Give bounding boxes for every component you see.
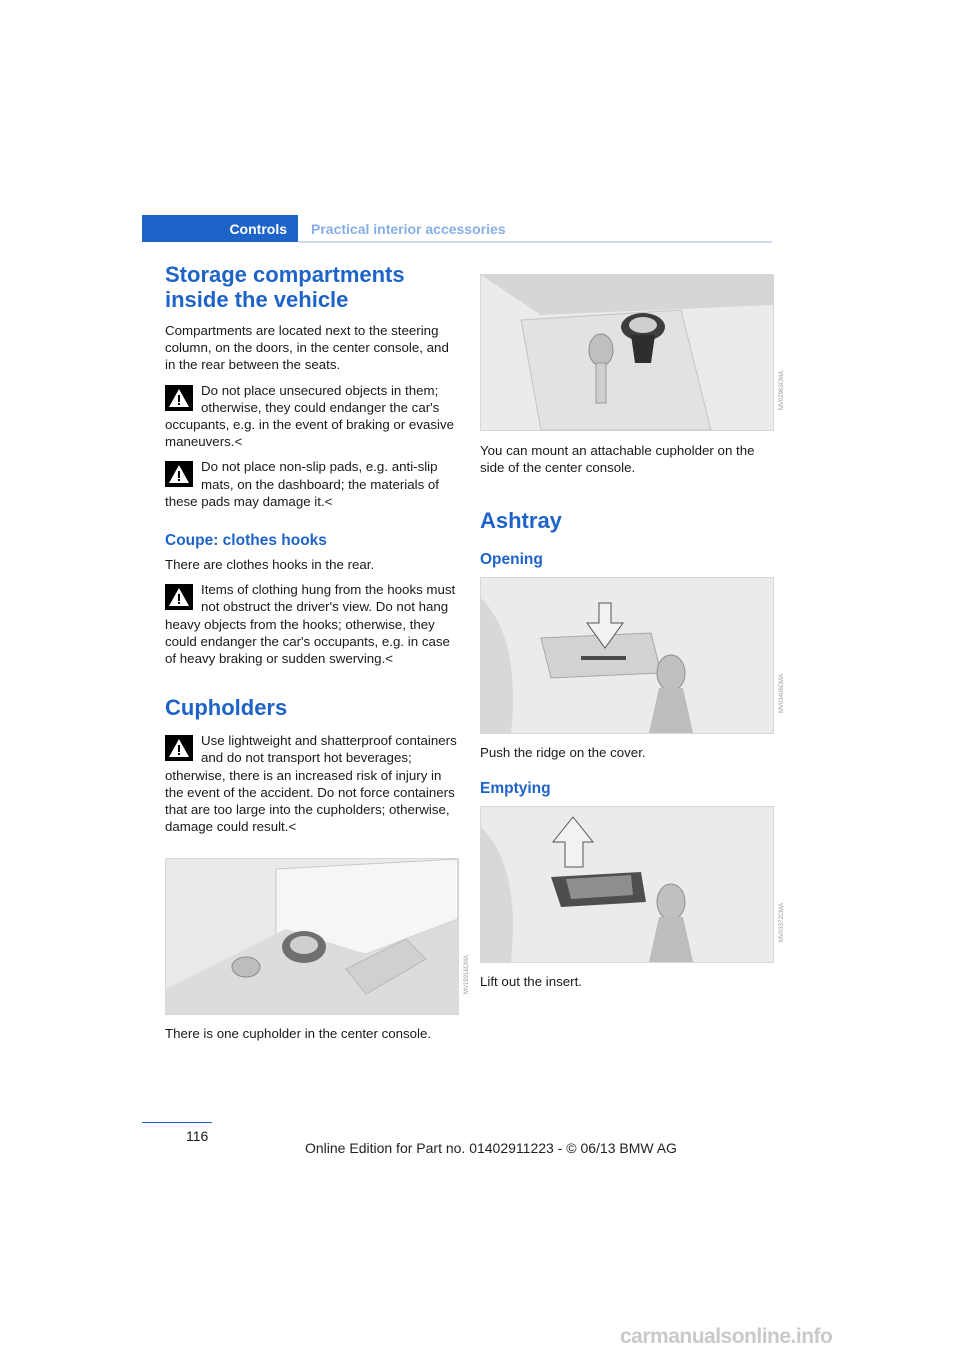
header-section-tab: Controls <box>142 215 298 242</box>
cupholder-figure <box>165 858 470 1015</box>
coupe-heading: Coupe: clothes hooks <box>165 532 327 550</box>
warning-block <box>165 458 457 510</box>
cupholders-heading: Cupholders <box>165 695 288 721</box>
warning-block <box>165 382 457 451</box>
figure-id: MV03372CMA <box>779 903 785 943</box>
emptying-text: Lift out the insert. <box>480 974 582 989</box>
ashtray-heading: Ashtray <box>480 508 562 534</box>
figure-id: MV03406CMA <box>779 674 785 714</box>
ashtray-opening-illustration <box>481 578 773 733</box>
emptying-heading: Emptying <box>480 780 551 797</box>
warning-block <box>165 581 457 667</box>
attachable-caption: You can mount an attachable cupholder on the side of the center console. <box>480 443 755 476</box>
ashtray-opening-figure <box>480 577 785 734</box>
header-subsection: Practical interior accessories <box>311 221 506 237</box>
ashtray-emptying-figure <box>480 806 785 963</box>
right-column <box>480 442 772 569</box>
warning-block <box>165 732 457 835</box>
warning-icon <box>165 735 193 761</box>
opening-text: Push the ridge on the cover. <box>480 745 646 760</box>
cupholder-illustration <box>166 859 458 1014</box>
coupe-text: There are clothes hooks in the rear. <box>165 557 375 573</box>
opening-heading: Opening <box>480 551 543 569</box>
attachable-cupholder-illustration <box>481 275 773 430</box>
warning-text: Do not place non-slip pads, e.g. anti-slip mats, on the dashboard; the materials of these pads may damage it.< <box>165 459 440 509</box>
cupholder-caption: There is one cupholder in the center console. <box>165 1026 432 1041</box>
page-number-rule <box>142 1122 212 1123</box>
attachable-cupholder-figure <box>480 274 785 431</box>
ashtray-emptying-illustration <box>481 807 773 962</box>
warning-text: Use lightweight and shatterproof containers and do not transport hot beverages; otherwise, there is an increased risk of injury in the event of the accident. Do not force containers that are too large into the cupholders; otherwise, damage could result.< <box>165 733 457 835</box>
edition-footer: Online Edition for Part no. 01402911223 - © 06/13 BMW AG <box>305 1140 677 1156</box>
header-rule <box>298 241 772 243</box>
left-column <box>165 262 457 835</box>
warning-icon <box>165 584 193 610</box>
figure-id: MV02963CMA <box>779 371 785 411</box>
warning-text: Items of clothing hung from the hooks must not obstruct the driver's view. Do not hang heavy objects from the hooks; otherwise, they could endanger the car's occupants, e.g. in case of heavy braking or sudden swerving.< <box>165 582 456 667</box>
warning-icon <box>165 385 193 411</box>
storage-intro: Compartments are located next to the steering column, on the doors, in the center console, and in the rear between the seats. <box>165 323 449 373</box>
page-number: 116 <box>186 1128 209 1144</box>
site-watermark: carmanualsonline.info <box>620 1325 833 1348</box>
storage-heading: Storage compartments inside the vehicle <box>165 262 405 312</box>
figure-id: MV19916CMA <box>464 955 470 995</box>
warning-icon <box>165 461 193 487</box>
warning-text: Do not place unsecured objects in them; otherwise, they could endanger the car's occupants, e.g. in the event of braking or evasive maneuvers.< <box>165 382 455 450</box>
